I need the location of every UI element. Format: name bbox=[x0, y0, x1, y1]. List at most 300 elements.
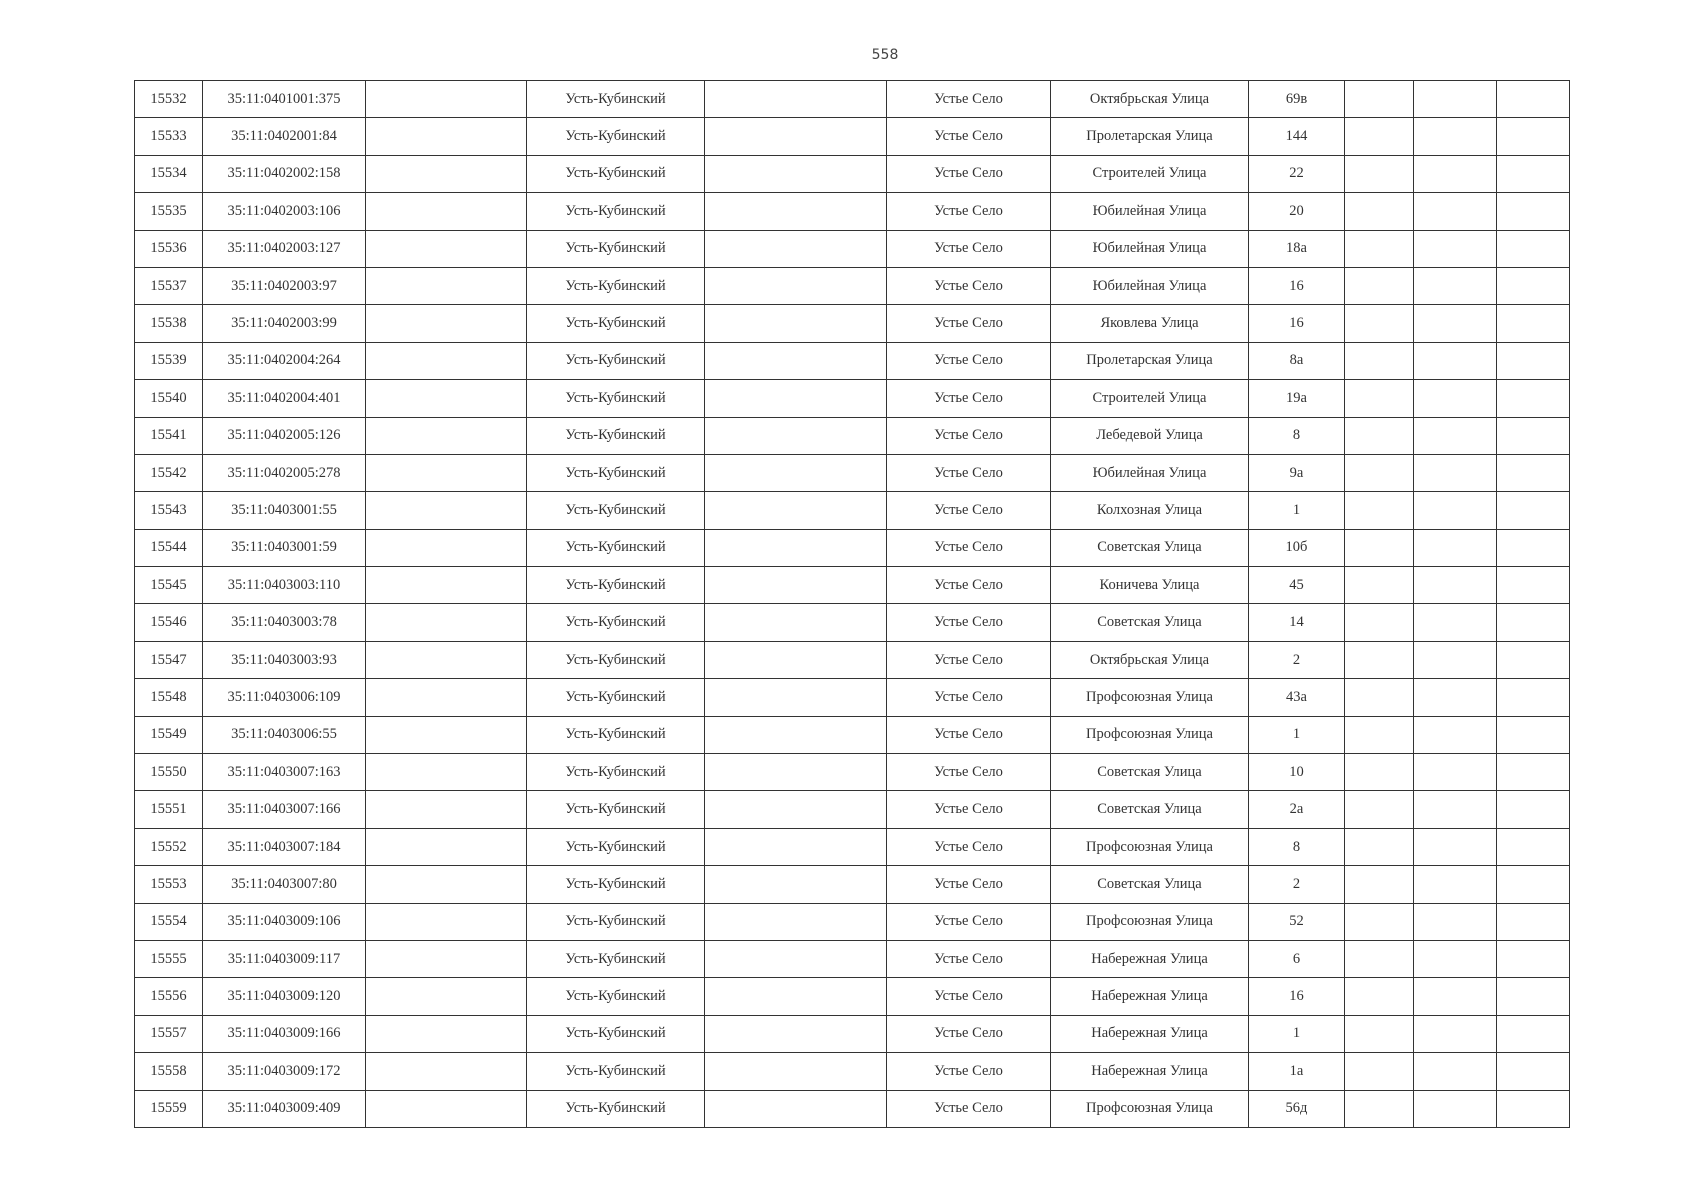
district-cell: Усть-Кубинский bbox=[527, 866, 705, 903]
table-row bbox=[135, 1090, 1570, 1127]
district-cell: Усть-Кубинский bbox=[527, 828, 705, 865]
empty-cell bbox=[1497, 454, 1570, 491]
cadastral-number-cell: 35:11:0403006:109 bbox=[203, 679, 366, 716]
empty-cell bbox=[1414, 604, 1497, 641]
empty-cell bbox=[1345, 417, 1414, 454]
empty-cell bbox=[1414, 118, 1497, 155]
empty-cell bbox=[1345, 604, 1414, 641]
district-cell: Усть-Кубинский bbox=[527, 155, 705, 192]
empty-cell bbox=[366, 903, 527, 940]
empty-cell bbox=[1497, 716, 1570, 753]
page-number: 558 bbox=[871, 47, 899, 63]
street-cell: Набережная Улица bbox=[1051, 940, 1249, 977]
empty-cell bbox=[1414, 978, 1497, 1015]
house-number-cell: 43а bbox=[1249, 679, 1345, 716]
empty-cell bbox=[1497, 641, 1570, 678]
cadastral-number-cell: 35:11:0403006:55 bbox=[203, 716, 366, 753]
settlement-cell: Устье Село bbox=[887, 230, 1051, 267]
empty-cell bbox=[705, 81, 887, 118]
row-number-cell: 15550 bbox=[135, 754, 203, 791]
house-number-cell: 1 bbox=[1249, 492, 1345, 529]
empty-cell bbox=[1345, 866, 1414, 903]
empty-cell bbox=[1345, 155, 1414, 192]
empty-cell bbox=[705, 716, 887, 753]
district-cell: Усть-Кубинский bbox=[527, 342, 705, 379]
cadastral-number-cell: 35:11:0403007:163 bbox=[203, 754, 366, 791]
empty-cell bbox=[705, 791, 887, 828]
cadastral-number-cell: 35:11:0403009:409 bbox=[203, 1090, 366, 1127]
district-cell: Усть-Кубинский bbox=[527, 567, 705, 604]
street-cell: Советская Улица bbox=[1051, 529, 1249, 566]
empty-cell bbox=[705, 305, 887, 342]
empty-cell bbox=[705, 567, 887, 604]
settlement-cell: Устье Село bbox=[887, 828, 1051, 865]
table-row bbox=[135, 454, 1570, 491]
empty-cell bbox=[1497, 492, 1570, 529]
table-row bbox=[135, 267, 1570, 304]
cadastral-number-cell: 35:11:0402001:84 bbox=[203, 118, 366, 155]
cadastral-number-cell: 35:11:0403009:106 bbox=[203, 903, 366, 940]
row-number-cell: 15548 bbox=[135, 679, 203, 716]
empty-cell bbox=[705, 1053, 887, 1090]
street-cell: Пролетарская Улица bbox=[1051, 118, 1249, 155]
empty-cell bbox=[1497, 791, 1570, 828]
table-row bbox=[135, 230, 1570, 267]
empty-cell bbox=[366, 417, 527, 454]
empty-cell bbox=[705, 155, 887, 192]
empty-cell bbox=[1497, 118, 1570, 155]
empty-cell bbox=[1497, 417, 1570, 454]
cadastral-number-cell: 35:11:0403003:93 bbox=[203, 641, 366, 678]
house-number-cell: 10б bbox=[1249, 529, 1345, 566]
settlement-cell: Устье Село bbox=[887, 940, 1051, 977]
district-cell: Усть-Кубинский bbox=[527, 417, 705, 454]
table-row bbox=[135, 828, 1570, 865]
empty-cell bbox=[1497, 155, 1570, 192]
empty-cell bbox=[1414, 940, 1497, 977]
table-row bbox=[135, 193, 1570, 230]
street-cell: Советская Улица bbox=[1051, 604, 1249, 641]
empty-cell bbox=[705, 604, 887, 641]
table-row bbox=[135, 903, 1570, 940]
settlement-cell: Устье Село bbox=[887, 679, 1051, 716]
district-cell: Усть-Кубинский bbox=[527, 716, 705, 753]
empty-cell bbox=[1345, 454, 1414, 491]
cadastral-number-cell: 35:11:0402004:264 bbox=[203, 342, 366, 379]
settlement-cell: Устье Село bbox=[887, 342, 1051, 379]
empty-cell bbox=[705, 454, 887, 491]
street-cell: Профсоюзная Улица bbox=[1051, 903, 1249, 940]
table-row bbox=[135, 305, 1570, 342]
house-number-cell: 22 bbox=[1249, 155, 1345, 192]
empty-cell bbox=[1345, 940, 1414, 977]
street-cell: Пролетарская Улица bbox=[1051, 342, 1249, 379]
empty-cell bbox=[366, 866, 527, 903]
empty-cell bbox=[1414, 1053, 1497, 1090]
district-cell: Усть-Кубинский bbox=[527, 604, 705, 641]
cadastral-number-cell: 35:11:0403001:55 bbox=[203, 492, 366, 529]
cadastral-number-cell: 35:11:0403007:80 bbox=[203, 866, 366, 903]
street-cell: Октябрьская Улица bbox=[1051, 641, 1249, 678]
empty-cell bbox=[1345, 716, 1414, 753]
street-cell: Строителей Улица bbox=[1051, 155, 1249, 192]
cadastral-number-cell: 35:11:0402004:401 bbox=[203, 380, 366, 417]
empty-cell bbox=[366, 380, 527, 417]
row-number-cell: 15543 bbox=[135, 492, 203, 529]
house-number-cell: 1 bbox=[1249, 1015, 1345, 1052]
district-cell: Усть-Кубинский bbox=[527, 1015, 705, 1052]
row-number-cell: 15558 bbox=[135, 1053, 203, 1090]
table-row bbox=[135, 492, 1570, 529]
settlement-cell: Устье Село bbox=[887, 155, 1051, 192]
empty-cell bbox=[705, 267, 887, 304]
empty-cell bbox=[1345, 828, 1414, 865]
cadastral-number-cell: 35:11:0401001:375 bbox=[203, 81, 366, 118]
district-cell: Усть-Кубинский bbox=[527, 903, 705, 940]
street-cell: Набережная Улица bbox=[1051, 1015, 1249, 1052]
cadastral-number-cell: 35:11:0402002:158 bbox=[203, 155, 366, 192]
street-cell: Набережная Улица bbox=[1051, 978, 1249, 1015]
empty-cell bbox=[1414, 679, 1497, 716]
table-row bbox=[135, 716, 1570, 753]
cadastral-number-cell: 35:11:0403001:59 bbox=[203, 529, 366, 566]
empty-cell bbox=[366, 567, 527, 604]
district-cell: Усть-Кубинский bbox=[527, 1053, 705, 1090]
house-number-cell: 14 bbox=[1249, 604, 1345, 641]
table-row bbox=[135, 866, 1570, 903]
empty-cell bbox=[705, 380, 887, 417]
row-number-cell: 15542 bbox=[135, 454, 203, 491]
empty-cell bbox=[1414, 305, 1497, 342]
settlement-cell: Устье Село bbox=[887, 529, 1051, 566]
house-number-cell: 18а bbox=[1249, 230, 1345, 267]
table-row bbox=[135, 118, 1570, 155]
table-row bbox=[135, 940, 1570, 977]
table-row bbox=[135, 679, 1570, 716]
empty-cell bbox=[366, 230, 527, 267]
empty-cell bbox=[1414, 903, 1497, 940]
row-number-cell: 15541 bbox=[135, 417, 203, 454]
row-number-cell: 15545 bbox=[135, 567, 203, 604]
empty-cell bbox=[366, 1015, 527, 1052]
cadastral-number-cell: 35:11:0402003:97 bbox=[203, 267, 366, 304]
house-number-cell: 8 bbox=[1249, 828, 1345, 865]
table-row bbox=[135, 155, 1570, 192]
empty-cell bbox=[1414, 1090, 1497, 1127]
empty-cell bbox=[1345, 641, 1414, 678]
street-cell: Лебедевой Улица bbox=[1051, 417, 1249, 454]
empty-cell bbox=[366, 1090, 527, 1127]
district-cell: Усть-Кубинский bbox=[527, 305, 705, 342]
district-cell: Усть-Кубинский bbox=[527, 230, 705, 267]
empty-cell bbox=[366, 679, 527, 716]
row-number-cell: 15535 bbox=[135, 193, 203, 230]
house-number-cell: 16 bbox=[1249, 978, 1345, 1015]
table-row bbox=[135, 978, 1570, 1015]
settlement-cell: Устье Село bbox=[887, 492, 1051, 529]
row-number-cell: 15538 bbox=[135, 305, 203, 342]
house-number-cell: 2а bbox=[1249, 791, 1345, 828]
registry-table bbox=[134, 80, 1570, 1128]
empty-cell bbox=[1497, 1015, 1570, 1052]
empty-cell bbox=[366, 1053, 527, 1090]
street-cell: Строителей Улица bbox=[1051, 380, 1249, 417]
empty-cell bbox=[366, 529, 527, 566]
empty-cell bbox=[1497, 978, 1570, 1015]
empty-cell bbox=[1345, 118, 1414, 155]
house-number-cell: 16 bbox=[1249, 305, 1345, 342]
empty-cell bbox=[1414, 529, 1497, 566]
empty-cell bbox=[1497, 81, 1570, 118]
table-body bbox=[135, 81, 1570, 1128]
empty-cell bbox=[705, 828, 887, 865]
empty-cell bbox=[1497, 1053, 1570, 1090]
house-number-cell: 1а bbox=[1249, 1053, 1345, 1090]
empty-cell bbox=[1414, 1015, 1497, 1052]
house-number-cell: 69в bbox=[1249, 81, 1345, 118]
settlement-cell: Устье Село bbox=[887, 1090, 1051, 1127]
street-cell: Советская Улица bbox=[1051, 866, 1249, 903]
empty-cell bbox=[705, 417, 887, 454]
house-number-cell: 45 bbox=[1249, 567, 1345, 604]
house-number-cell: 56д bbox=[1249, 1090, 1345, 1127]
settlement-cell: Устье Село bbox=[887, 567, 1051, 604]
empty-cell bbox=[1345, 903, 1414, 940]
empty-cell bbox=[1414, 342, 1497, 379]
empty-cell bbox=[705, 978, 887, 1015]
empty-cell bbox=[1345, 305, 1414, 342]
district-cell: Усть-Кубинский bbox=[527, 193, 705, 230]
row-number-cell: 15554 bbox=[135, 903, 203, 940]
house-number-cell: 16 bbox=[1249, 267, 1345, 304]
table-row bbox=[135, 380, 1570, 417]
empty-cell bbox=[705, 342, 887, 379]
settlement-cell: Устье Село bbox=[887, 641, 1051, 678]
empty-cell bbox=[1414, 193, 1497, 230]
empty-cell bbox=[366, 492, 527, 529]
empty-cell bbox=[705, 529, 887, 566]
empty-cell bbox=[705, 193, 887, 230]
settlement-cell: Устье Село bbox=[887, 866, 1051, 903]
table-row bbox=[135, 567, 1570, 604]
empty-cell bbox=[1345, 529, 1414, 566]
empty-cell bbox=[366, 454, 527, 491]
district-cell: Усть-Кубинский bbox=[527, 267, 705, 304]
district-cell: Усть-Кубинский bbox=[527, 81, 705, 118]
house-number-cell: 10 bbox=[1249, 754, 1345, 791]
district-cell: Усть-Кубинский bbox=[527, 492, 705, 529]
cadastral-number-cell: 35:11:0402005:278 bbox=[203, 454, 366, 491]
house-number-cell: 8 bbox=[1249, 417, 1345, 454]
street-cell: Профсоюзная Улица bbox=[1051, 679, 1249, 716]
empty-cell bbox=[1497, 754, 1570, 791]
cadastral-number-cell: 35:11:0403007:184 bbox=[203, 828, 366, 865]
empty-cell bbox=[366, 305, 527, 342]
district-cell: Усть-Кубинский bbox=[527, 454, 705, 491]
empty-cell bbox=[1345, 679, 1414, 716]
row-number-cell: 15536 bbox=[135, 230, 203, 267]
empty-cell bbox=[1345, 978, 1414, 1015]
district-cell: Усть-Кубинский bbox=[527, 679, 705, 716]
row-number-cell: 15533 bbox=[135, 118, 203, 155]
table-row bbox=[135, 604, 1570, 641]
empty-cell bbox=[1497, 1090, 1570, 1127]
district-cell: Усть-Кубинский bbox=[527, 940, 705, 977]
empty-cell bbox=[1414, 380, 1497, 417]
house-number-cell: 9а bbox=[1249, 454, 1345, 491]
settlement-cell: Устье Село bbox=[887, 716, 1051, 753]
empty-cell bbox=[1497, 230, 1570, 267]
settlement-cell: Устье Село bbox=[887, 454, 1051, 491]
empty-cell bbox=[705, 940, 887, 977]
empty-cell bbox=[1345, 1053, 1414, 1090]
cadastral-number-cell: 35:11:0403003:78 bbox=[203, 604, 366, 641]
street-cell: Яковлева Улица bbox=[1051, 305, 1249, 342]
empty-cell bbox=[366, 978, 527, 1015]
empty-cell bbox=[1497, 903, 1570, 940]
settlement-cell: Устье Село bbox=[887, 604, 1051, 641]
empty-cell bbox=[1345, 193, 1414, 230]
table-row bbox=[135, 791, 1570, 828]
street-cell: Юбилейная Улица bbox=[1051, 267, 1249, 304]
empty-cell bbox=[366, 940, 527, 977]
row-number-cell: 15546 bbox=[135, 604, 203, 641]
district-cell: Усть-Кубинский bbox=[527, 118, 705, 155]
table-row bbox=[135, 342, 1570, 379]
street-cell: Советская Улица bbox=[1051, 754, 1249, 791]
row-number-cell: 15553 bbox=[135, 866, 203, 903]
empty-cell bbox=[366, 754, 527, 791]
empty-cell bbox=[1497, 529, 1570, 566]
house-number-cell: 52 bbox=[1249, 903, 1345, 940]
street-cell: Колхозная Улица bbox=[1051, 492, 1249, 529]
street-cell: Юбилейная Улица bbox=[1051, 230, 1249, 267]
table-row bbox=[135, 417, 1570, 454]
row-number-cell: 15537 bbox=[135, 267, 203, 304]
cadastral-number-cell: 35:11:0402003:106 bbox=[203, 193, 366, 230]
empty-cell bbox=[1345, 342, 1414, 379]
street-cell: Профсоюзная Улица bbox=[1051, 828, 1249, 865]
empty-cell bbox=[1345, 1015, 1414, 1052]
settlement-cell: Устье Село bbox=[887, 1015, 1051, 1052]
settlement-cell: Устье Село bbox=[887, 267, 1051, 304]
empty-cell bbox=[1345, 230, 1414, 267]
empty-cell bbox=[1414, 492, 1497, 529]
row-number-cell: 15532 bbox=[135, 81, 203, 118]
empty-cell bbox=[366, 604, 527, 641]
settlement-cell: Устье Село bbox=[887, 193, 1051, 230]
empty-cell bbox=[1414, 155, 1497, 192]
empty-cell bbox=[1345, 81, 1414, 118]
table-row bbox=[135, 754, 1570, 791]
empty-cell bbox=[1345, 1090, 1414, 1127]
empty-cell bbox=[1497, 267, 1570, 304]
empty-cell bbox=[366, 716, 527, 753]
street-cell: Профсоюзная Улица bbox=[1051, 716, 1249, 753]
empty-cell bbox=[705, 230, 887, 267]
district-cell: Усть-Кубинский bbox=[527, 380, 705, 417]
row-number-cell: 15556 bbox=[135, 978, 203, 1015]
cadastral-number-cell: 35:11:0402005:126 bbox=[203, 417, 366, 454]
street-cell: Коничева Улица bbox=[1051, 567, 1249, 604]
street-cell: Советская Улица bbox=[1051, 791, 1249, 828]
cadastral-number-cell: 35:11:0403007:166 bbox=[203, 791, 366, 828]
empty-cell bbox=[366, 81, 527, 118]
cadastral-number-cell: 35:11:0402003:99 bbox=[203, 305, 366, 342]
row-number-cell: 15559 bbox=[135, 1090, 203, 1127]
settlement-cell: Устье Село bbox=[887, 903, 1051, 940]
street-cell: Профсоюзная Улица bbox=[1051, 1090, 1249, 1127]
row-number-cell: 15544 bbox=[135, 529, 203, 566]
empty-cell bbox=[366, 828, 527, 865]
empty-cell bbox=[366, 641, 527, 678]
empty-cell bbox=[1414, 417, 1497, 454]
empty-cell bbox=[705, 679, 887, 716]
empty-cell bbox=[1497, 828, 1570, 865]
empty-cell bbox=[1497, 342, 1570, 379]
empty-cell bbox=[1414, 828, 1497, 865]
settlement-cell: Устье Село bbox=[887, 978, 1051, 1015]
empty-cell bbox=[366, 342, 527, 379]
settlement-cell: Устье Село bbox=[887, 118, 1051, 155]
row-number-cell: 15555 bbox=[135, 940, 203, 977]
cadastral-number-cell: 35:11:0403009:172 bbox=[203, 1053, 366, 1090]
empty-cell bbox=[1414, 81, 1497, 118]
district-cell: Усть-Кубинский bbox=[527, 1090, 705, 1127]
row-number-cell: 15552 bbox=[135, 828, 203, 865]
empty-cell bbox=[1414, 754, 1497, 791]
house-number-cell: 19а bbox=[1249, 380, 1345, 417]
row-number-cell: 15557 bbox=[135, 1015, 203, 1052]
empty-cell bbox=[705, 118, 887, 155]
empty-cell bbox=[366, 267, 527, 304]
district-cell: Усть-Кубинский bbox=[527, 641, 705, 678]
cadastral-number-cell: 35:11:0403009:166 bbox=[203, 1015, 366, 1052]
empty-cell bbox=[1345, 267, 1414, 304]
empty-cell bbox=[366, 791, 527, 828]
cadastral-number-cell: 35:11:0402003:127 bbox=[203, 230, 366, 267]
empty-cell bbox=[1414, 567, 1497, 604]
row-number-cell: 15534 bbox=[135, 155, 203, 192]
empty-cell bbox=[1497, 940, 1570, 977]
settlement-cell: Устье Село bbox=[887, 81, 1051, 118]
house-number-cell: 2 bbox=[1249, 866, 1345, 903]
empty-cell bbox=[1497, 679, 1570, 716]
empty-cell bbox=[1345, 754, 1414, 791]
house-number-cell: 20 bbox=[1249, 193, 1345, 230]
cadastral-number-cell: 35:11:0403009:117 bbox=[203, 940, 366, 977]
street-cell: Набережная Улица bbox=[1051, 1053, 1249, 1090]
settlement-cell: Устье Село bbox=[887, 380, 1051, 417]
empty-cell bbox=[366, 193, 527, 230]
empty-cell bbox=[705, 1090, 887, 1127]
empty-cell bbox=[1414, 716, 1497, 753]
empty-cell bbox=[1497, 305, 1570, 342]
row-number-cell: 15547 bbox=[135, 641, 203, 678]
empty-cell bbox=[705, 1015, 887, 1052]
table-row bbox=[135, 1053, 1570, 1090]
house-number-cell: 8а bbox=[1249, 342, 1345, 379]
empty-cell bbox=[1497, 380, 1570, 417]
settlement-cell: Устье Село bbox=[887, 417, 1051, 454]
row-number-cell: 15539 bbox=[135, 342, 203, 379]
empty-cell bbox=[1414, 791, 1497, 828]
street-cell: Юбилейная Улица bbox=[1051, 454, 1249, 491]
empty-cell bbox=[1497, 193, 1570, 230]
settlement-cell: Устье Село bbox=[887, 754, 1051, 791]
row-number-cell: 15540 bbox=[135, 380, 203, 417]
table-row bbox=[135, 641, 1570, 678]
